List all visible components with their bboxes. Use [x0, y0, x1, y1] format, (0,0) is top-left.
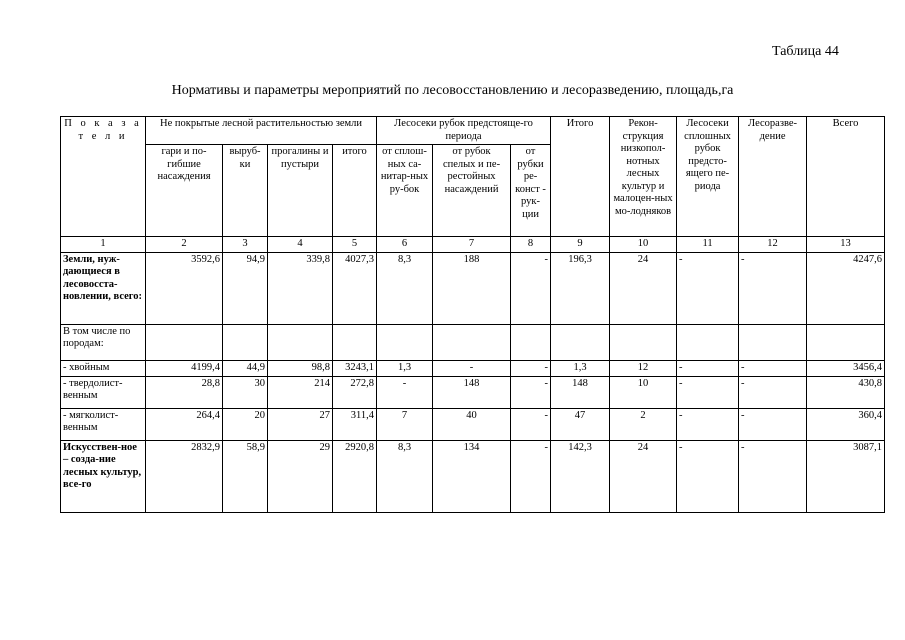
row-label: - твердолист-венным [61, 376, 146, 408]
table-cell: 3087,1 [807, 440, 885, 512]
column-number: 5 [333, 237, 377, 253]
table-cell: - [511, 360, 551, 376]
column-number: 13 [807, 237, 885, 253]
table-number: Таблица 44 [772, 44, 839, 59]
document-title: Нормативы и параметры мероприятий по лесовосстановлению и лесоразведению, площадь,га [171, 83, 734, 98]
table-cell: - [677, 376, 739, 408]
table-cell: - [511, 376, 551, 408]
table-cell: 2 [610, 408, 677, 440]
table-cell: 58,9 [223, 440, 268, 512]
column-number: 4 [268, 237, 333, 253]
header-mature-cutting: от рубок спелых и пе-рестойных насаждений [433, 145, 511, 237]
table-cell: 4199,4 [146, 360, 223, 376]
table-cell [333, 324, 377, 360]
header-reconstruction-cutting: от рубки ре-конст - рук-ции [511, 145, 551, 237]
table-cell: 1,3 [551, 360, 610, 376]
table-cell: 29 [268, 440, 333, 512]
table-cell: - [511, 408, 551, 440]
table-cell: 94,9 [223, 252, 268, 324]
header-reconstruction: Рекон-струкция низкопол-нотных лесных культур и малоцен-ных мо-лодняков [610, 117, 677, 237]
table-cell: 27 [268, 408, 333, 440]
table-cell: 40 [433, 408, 511, 440]
table-cell: 44,9 [223, 360, 268, 376]
table-cell: 10 [610, 376, 677, 408]
table-cell: - [739, 252, 807, 324]
table-cell [551, 324, 610, 360]
table-cell: 30 [223, 376, 268, 408]
table-cell [677, 324, 739, 360]
table-cell: 148 [551, 376, 610, 408]
header-sanitary-cutting: от сплош-ных са-нитар-ных ру-бок [377, 145, 433, 237]
table-cell [146, 324, 223, 360]
table-row [61, 408, 885, 440]
table-cell: - [677, 360, 739, 376]
table-cell: 134 [433, 440, 511, 512]
table-cell: - [677, 408, 739, 440]
table-cell: 148 [433, 376, 511, 408]
table-cell: 20 [223, 408, 268, 440]
table-cell: 4027,3 [333, 252, 377, 324]
table-cell: 3243,1 [333, 360, 377, 376]
table-cell: 311,4 [333, 408, 377, 440]
column-number: 12 [739, 237, 807, 253]
column-number: 6 [377, 237, 433, 253]
table-row [61, 376, 885, 408]
column-number: 3 [223, 237, 268, 253]
header-clearcut-areas: Лесосеки сплошных рубок предсто-ящего пе-риода [677, 117, 739, 237]
header-cutting-group: Лесосеки рубок предстояще-го периода [377, 117, 551, 145]
table-cell: 272,8 [333, 376, 377, 408]
table-cell: 3592,6 [146, 252, 223, 324]
column-number: 10 [610, 237, 677, 253]
table-cell: 28,8 [146, 376, 223, 408]
table-cell: - [433, 360, 511, 376]
header-glades: прогалины и пустыри [268, 145, 333, 237]
table-cell: 47 [551, 408, 610, 440]
table-row [61, 252, 885, 324]
table-cell: - [677, 252, 739, 324]
row-label: - хвойным [61, 360, 146, 376]
header-indicators: П о к а з а т е л и [61, 117, 146, 237]
table-cell: 3456,4 [807, 360, 885, 376]
table-cell [610, 324, 677, 360]
table-cell [807, 324, 885, 360]
table-cell: 8,3 [377, 252, 433, 324]
header-unforested-group: Не покрытые лесной растительностью земли [146, 117, 377, 145]
table-cell: 196,3 [551, 252, 610, 324]
table-cell: 12 [610, 360, 677, 376]
table-cell [223, 324, 268, 360]
table-cell: 98,8 [268, 360, 333, 376]
table-row [61, 360, 885, 376]
table-cell: 2920,8 [333, 440, 377, 512]
column-number: 11 [677, 237, 739, 253]
table-cell [739, 324, 807, 360]
header-burnt-stands: гари и по-гибшие насаждения [146, 145, 223, 237]
row-label: - мягколист-венным [61, 408, 146, 440]
table-cell: 339,8 [268, 252, 333, 324]
table-cell: 360,4 [807, 408, 885, 440]
row-label: Искусствен-ное – созда-ние лесных культур, все-го [61, 440, 146, 512]
table-cell: - [739, 408, 807, 440]
table-cell: 430,8 [807, 376, 885, 408]
header-row-1 [61, 117, 885, 145]
header-subtotal: итого [333, 145, 377, 237]
norms-table [60, 116, 885, 513]
table-cell: 264,4 [146, 408, 223, 440]
table-cell: - [511, 252, 551, 324]
table-row [61, 440, 885, 512]
table-cell: 142,3 [551, 440, 610, 512]
table-cell: 214 [268, 376, 333, 408]
column-number: 9 [551, 237, 610, 253]
table-cell [511, 324, 551, 360]
table-cell: - [739, 360, 807, 376]
table-cell: 8,3 [377, 440, 433, 512]
header-total: Итого [551, 117, 610, 237]
table-cell: - [739, 440, 807, 512]
table-cell: 188 [433, 252, 511, 324]
table-cell: - [677, 440, 739, 512]
table-cell [433, 324, 511, 360]
header-grand-total: Всего [807, 117, 885, 237]
table-cell: 24 [610, 252, 677, 324]
table-cell: 1,3 [377, 360, 433, 376]
table-cell: 7 [377, 408, 433, 440]
table-row [61, 324, 885, 360]
table-cell: - [377, 376, 433, 408]
header-afforestation: Лесоразве-дение [739, 117, 807, 237]
table-cell: 24 [610, 440, 677, 512]
table-cell: - [739, 376, 807, 408]
table-cell [268, 324, 333, 360]
table-cell: - [511, 440, 551, 512]
row-label: Земли, нуж-дающиеся в лесовосста-новлении, всего: [61, 252, 146, 324]
table-cell: 4247,6 [807, 252, 885, 324]
column-number: 1 [61, 237, 146, 253]
row-label: В том числе по породам: [61, 324, 146, 360]
column-number: 7 [433, 237, 511, 253]
table-cell [377, 324, 433, 360]
column-number-row [61, 237, 885, 253]
table-cell: 2832,9 [146, 440, 223, 512]
column-number: 8 [511, 237, 551, 253]
column-number: 2 [146, 237, 223, 253]
header-cut-areas: выруб-ки [223, 145, 268, 237]
